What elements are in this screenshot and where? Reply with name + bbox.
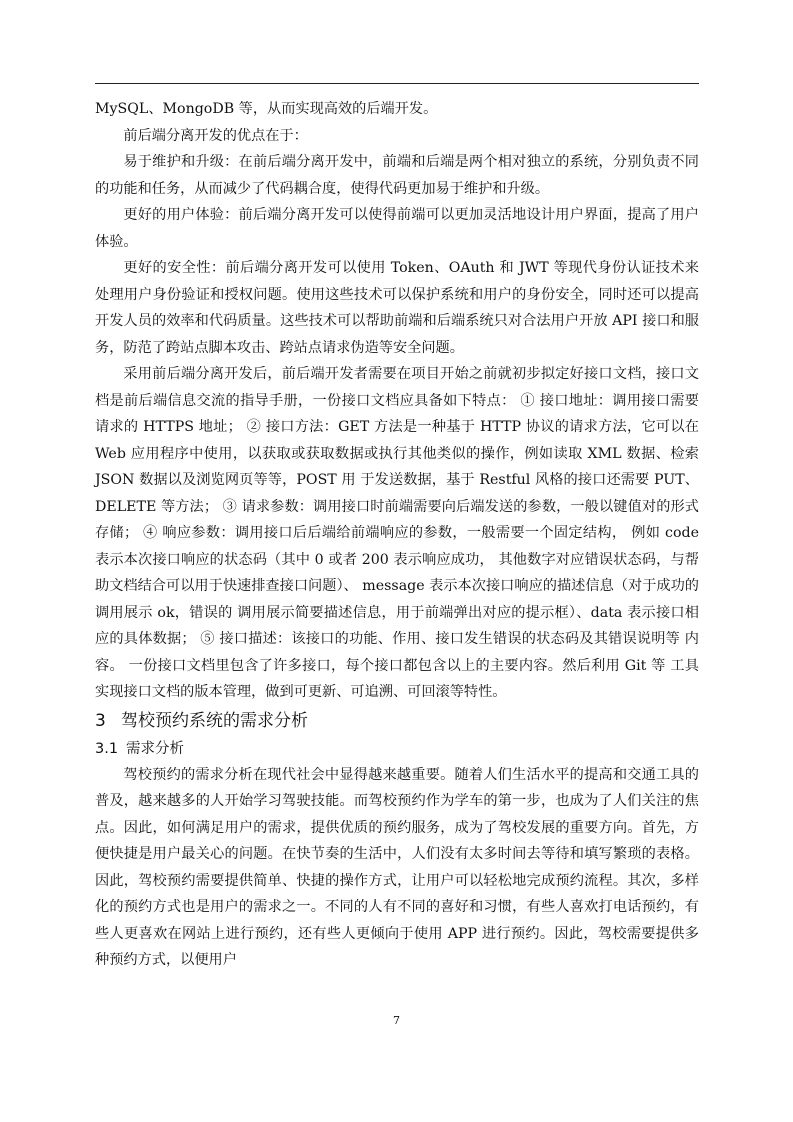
paragraph-api-documentation: 采用前后端分离开发后，前后端开发者需要在项目开始之前就初步拟定好接口文档，接口文档是前后端信息交流的指导手册，一份接口文档应具备如下特点： ① 接口地址：调用接口需要请求的 HTTPS 地址； ② 接口方法：GET 方法是一种基于 HTTP 协议的请求方法，它可以在 Web 应用程序中使用，以获取或获取数据或执行其他类似的操作，例如读取 XML 数据、检索 JSON 数据以及浏览网页等等，POST 用 于发送数据，基于 Restful 风格的接口还需要 PUT、DELETE 等方法； ③ 请求参数：调用接口时前端需要向后端发送的参数，一般以键值对的形式 存储； ④ 响应参数：调用接口后后端给前端响应的参数，一般需要一个固定结构， 例如 code 表示本次接口响应的状态码（其中 0 或者 200 表示响应成功， 其他数字对应错误状态码，与帮助文档结合可以用于快速排查接口问题）、 message 表示本次接口响应的描述信息（对于成功的调用展示 ok，错误的 调用展示简要描述信息，用于前端弹出对应的提示框）、data 表示接口相 应的具体数据； ⑤ 接口描述：该接口的功能、作用、接口发生错误的状态码及其错误说明等 内容。 一份接口文档里包含了许多接口，每个接口都包含以上的主要内容。然后利用 Git 等 工具实现接口文档的版本管理，做到可更新、可追溯、可回滚等特性。 [95, 366, 699, 700]
paragraph-maintainability: 易于维护和升级：在前后端分离开发中，前端和后端是两个相对独立的系统，分别负责不同的功能和任务，从而减少了代码耦合度，使得代码更加易于维护和升级。 [95, 154, 699, 197]
section-3-number: 3 [95, 710, 106, 731]
page-number: 7 [393, 1014, 400, 1027]
page-content [95, 96, 699, 974]
section-3-1-number: 3.1 [95, 740, 119, 757]
paragraph-advantages-intro: 前后端分离开发的优点在于： [123, 127, 308, 144]
section-3-1-heading [95, 736, 699, 762]
paragraph-requirements-analysis: 驾校预约的需求分析在现代社会中显得越来越重要。随着人们生活水平的提高和交通工具的普及，越来越多的人开始学习驾驶技能。而驾校预约作为学车的第一步，也成为了人们关注的焦点。因此，如何满足用户的需求，提供优质的预约服务，成为了驾校发展的重要方向。首先，方便快捷是用户最关心的问题。在快节奏的生活中，人们没有太多时间去等待和填写繁琐的表格。因此，驾校预约需要提供简单、快捷的操作方式，让用户可以轻松地完成预约流程。其次，多样化的预约方式也是用户的需求之一。不同的人有不同的喜好和习惯，有些人喜欢打电话预约，有些人更喜欢在网站上进行预约，还有些人更倾向于使用 APP 进行预约。因此，驾校需要提供多种预约方式，以便用户 [95, 766, 699, 968]
paragraph-continuation: MySQL、MongoDB 等，从而实现高效的后端开发。 [95, 101, 438, 117]
paragraph-user-experience: 更好的用户体验：前后端分离开发可以使得前端可以更加灵活地设计用户界面，提高了用户体验。 [95, 207, 699, 250]
paragraph-security: 更好的安全性：前后端分离开发可以使用 Token、OAuth 和 JWT 等现代身份认证技术来处理用户身份验证和授权问题。使用这些技术可以保护系统和用户的身份安全，同时还可以提高开发人员的效率和代码质量。这些技术可以帮助前端和后端系统只对合法用户开放 API 接口和服务，防范了跨站点脚本攻击、跨站点请求伪造等安全问题。 [95, 260, 699, 356]
header-rule [95, 83, 699, 84]
section-3-1-title: 需求分析 [126, 740, 184, 757]
section-3-title: 驾校预约系统的需求分析 [121, 710, 308, 731]
section-3-heading [95, 706, 699, 736]
